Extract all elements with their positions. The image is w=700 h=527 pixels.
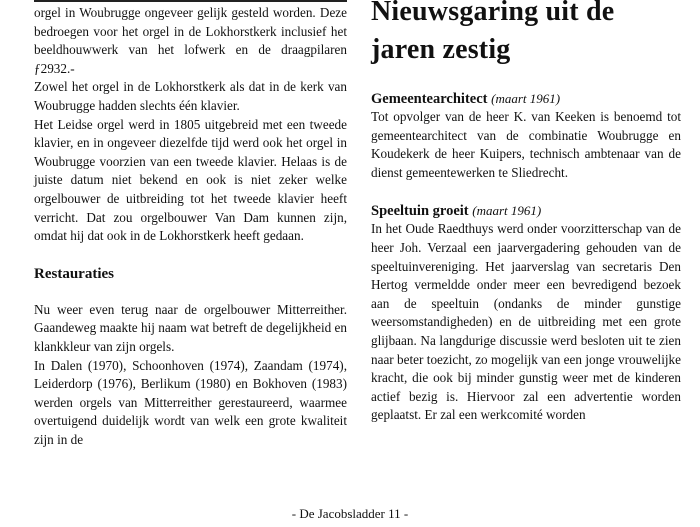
paragraph-mitterreither: Nu weer even terug naar de orgelbouwer Mitterreither. Gaandeweg maakte hij naam wat betreft de degelijkheid en klankkleur van zijn orgels. [34, 301, 347, 354]
article-date: (maart 1961) [472, 203, 542, 219]
page-footer: - De Jacobsladder 11 - [291, 506, 409, 521]
article-heading-gemeentearchitect [371, 90, 681, 108]
paragraph-single-keyboard: Zowel het orgel in de Lokhorstkerk als dat in de kerk van Woubrugge hadden slechts één klavier. [34, 79, 347, 113]
article-title: Gemeentearchitect [371, 91, 488, 107]
page-title: Nieuwsgaring uit de jaren zestig [371, 0, 615, 65]
left-column [34, 0, 347, 449]
article-date: (maart 1961) [491, 91, 561, 106]
article-title: Speeltuin groeit [371, 203, 469, 220]
article-heading-speeltuin [371, 202, 681, 220]
article-body-speeltuin: In het Oude Raedthuys werd onder voorzitterschap van de heer Joh. Verzaal een jaarvergadering gehouden van de speeltuinvereniging. Het jaarverslag van secretaris Den Hertog vermeldde onder meer een bevredigend bezoek aan de speeltuin (ondanks de minder gunstige weersomstandigheden) en de uitbreiding met een grote glijbaan. Na langdurige discussie werd besloten uit te zien naar beter toezicht, zo mogelijk van een jonge vrouwelijke kracht, die ook bij minder gunstig weer met de kinderen actief bezig is. Hiervoor zal een advertentie worden geplaatst. Er zal een werkcomité worden [371, 221, 681, 423]
paragraph-restorations: In Dalen (1970), Schoonhoven (1974), Zaandam (1974), Leiderdorp (1976), Berlikum (1980) en Bokhoven (1983) werden orgels van Mitterreither gerestaureerd, waarmee overtuigend duidelijk wordt van welk een grote kwaliteit zijn in de [34, 357, 347, 447]
heading-restauraties: Restauraties [34, 265, 114, 282]
intro-paragraph: orgel in Woubrugge ongeveer gelijk gesteld worden. Deze bedroegen voor het orgel in de Lokhorstkerk inclusief het beeldhouwwerk van het lofwerk en de draagpilaren ƒ2932.- [34, 5, 347, 76]
paragraph-second-keyboard: Het Leidse orgel werd in 1805 uitgebreid met een tweede klavier, en in ongeveer diezelfde tijd werd ook het orgel in Woubrugge voorzien van een tweede klavier. Helaas is de juiste datum niet bekend en ook is niet zeker welke orgelbouwer de uitbreiding tot het tweede klavier heeft verricht. Dat zou orgelbouwer Van Dam kunnen zijn, omdat hij dat ook in de Lokhorstkerk heeft gedaan. [34, 116, 347, 244]
article-body-gemeentearchitect: Tot opvolger van de heer K. van Keeken is benoemd tot gemeentearchitect van de combinatie Woubrugge en Koudekerk de heer Kuipers, technisch ambtenaar van de dienst gemeentewerken te Sliedrecht. [371, 109, 681, 180]
right-column [371, 0, 681, 425]
